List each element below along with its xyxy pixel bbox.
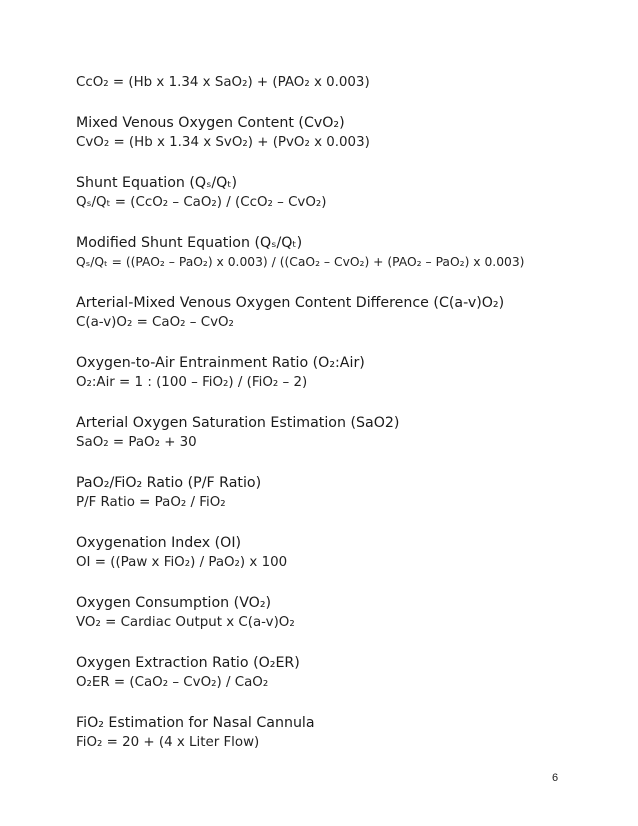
formula-text: SaO₂ = PaO₂ + 30 — [76, 435, 197, 450]
formula-list — [76, 73, 596, 774]
formula-block-entrainment-ratio — [76, 354, 596, 392]
formula-heading: Arterial-Mixed Venous Oxygen Content Difference (C(a-v)O₂) — [76, 295, 505, 311]
formula-heading: Modified Shunt Equation (Qₛ/Qₜ) — [76, 235, 303, 251]
page-number: 6 — [552, 772, 559, 784]
formula-block-fio2-nasal-cannula — [76, 714, 596, 752]
formula-heading: Shunt Equation (Qₛ/Qₜ) — [76, 175, 238, 191]
formula-heading: Oxygen Extraction Ratio (O₂ER) — [76, 655, 300, 671]
formula-text: P/F Ratio = PaO₂ / FiO₂ — [76, 495, 226, 510]
formula-text: Qₛ/Qₜ = ((PAO₂ – PaO₂) x 0.003) / ((CaO₂ – CvO₂) + (PAO₂ – PaO₂) x 0.003) — [76, 255, 525, 269]
formula-block-oxygenation-index — [76, 534, 596, 572]
formula-block-content-difference — [76, 294, 596, 332]
formula-text: O₂:Air = 1 : (100 – FiO₂) / (FiO₂ – 2) — [76, 375, 308, 390]
formula-block-extraction-ratio — [76, 654, 596, 692]
formula-heading: FiO₂ Estimation for Nasal Cannula — [76, 715, 315, 731]
formula-text: VO₂ = Cardiac Output x C(a-v)O₂ — [76, 615, 295, 630]
formula-text: O₂ER = (CaO₂ – CvO₂) / CaO₂ — [76, 675, 269, 690]
formula-text: C(a-v)O₂ = CaO₂ – CvO₂ — [76, 315, 234, 330]
formula-block-sao2-estimation — [76, 414, 596, 452]
formula-block-cvO2 — [76, 114, 596, 152]
formula-heading: Mixed Venous Oxygen Content (CvO₂) — [76, 115, 345, 131]
formula-heading: Oxygenation Index (OI) — [76, 535, 242, 551]
formula-text: FiO₂ = 20 + (4 x Liter Flow) — [76, 735, 260, 750]
formula-block-modified-shunt — [76, 234, 596, 272]
formula-text: CcO₂ = (Hb x 1.34 x SaO₂) + (PAO₂ x 0.003) — [76, 75, 370, 90]
formula-heading: Oxygen Consumption (VO₂) — [76, 595, 272, 611]
formula-text: OI = ((Paw x FiO₂) / PaO₂) x 100 — [76, 555, 288, 570]
formula-block-shunt — [76, 174, 596, 212]
formula-text: Qₛ/Qₜ = (CcO₂ – CaO₂) / (CcO₂ – CvO₂) — [76, 195, 327, 210]
formula-block-ccO2 — [76, 73, 596, 92]
formula-text: CvO₂ = (Hb x 1.34 x SvO₂) + (PvO₂ x 0.003) — [76, 135, 370, 150]
formula-heading: PaO₂/FiO₂ Ratio (P/F Ratio) — [76, 475, 262, 491]
formula-block-oxygen-consumption — [76, 594, 596, 632]
formula-heading: Arterial Oxygen Saturation Estimation (SaO2) — [76, 415, 400, 431]
formula-heading: Oxygen-to-Air Entrainment Ratio (O₂:Air) — [76, 355, 365, 371]
formula-block-pf-ratio — [76, 474, 596, 512]
